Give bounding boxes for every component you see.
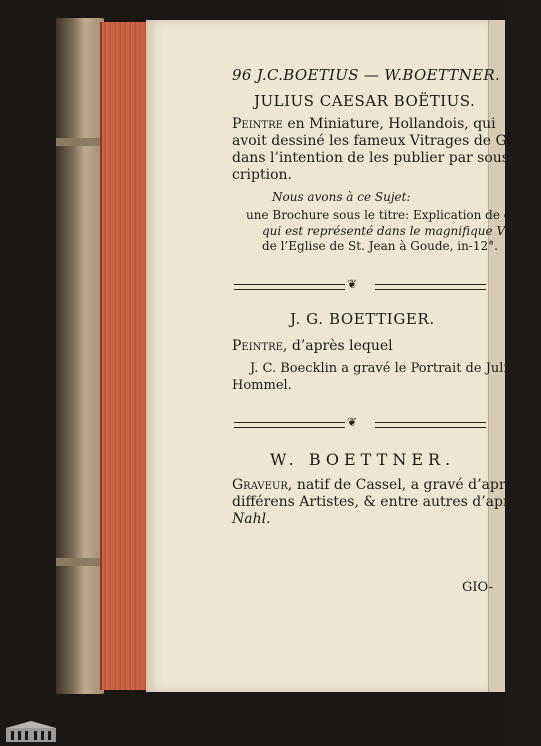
- lead-word: Peintre: [232, 116, 283, 132]
- library-building-icon: [4, 720, 58, 744]
- page-edges: [100, 22, 148, 690]
- entry-line: [232, 477, 521, 494]
- line-text: , natif de Cassel, a gravé d’après: [287, 477, 522, 493]
- citation-line: qui est représenté dans le magnifique Vitrage: [262, 224, 541, 238]
- entry-line: avoit dessiné les fameux Vitrages de Goude: [232, 133, 541, 149]
- entry-title: J. G. BOETTIGER.: [290, 310, 435, 328]
- citation-line: une Brochure sous le titre: Explication de ce,: [246, 208, 522, 222]
- footer-bar: [0, 718, 504, 746]
- cover-band: [56, 558, 104, 566]
- subheading: Nous avons à ce Sujet:: [272, 190, 411, 204]
- line-text: en Miniature, Hollandois, qui: [282, 116, 496, 132]
- running-header: 96 J.C.BOETIUS — W.BOETTNER.: [232, 66, 501, 84]
- citation-line: de l’Eglise de St. Jean à Goude, in-12°.: [262, 239, 498, 253]
- entry-line: différens Artistes, & entre autres d’après: [232, 494, 526, 510]
- entry-line: dans l’intention de les publier par sous-: [232, 150, 514, 166]
- entry-line: Hommel.: [232, 378, 292, 393]
- cover-band: [56, 138, 104, 146]
- lead-word: Graveur: [232, 477, 288, 493]
- entry-line: J. C. Boecklin a gravé le Portrait de Juliana: [250, 361, 532, 376]
- entry-title: W. BOETTNER.: [270, 450, 456, 469]
- entry-line: Nahl.: [232, 511, 271, 527]
- line-text: , d’après lequel: [282, 338, 393, 354]
- book-cover-left: [56, 18, 104, 694]
- ornament-icon: ❦: [345, 281, 375, 291]
- lead-word: Peintre: [232, 338, 283, 354]
- ornament-icon: ❦: [345, 419, 375, 429]
- entry-title: JULIUS CAESAR BOËTIUS.: [254, 92, 476, 110]
- entry-line: [232, 116, 496, 133]
- entry-line: [232, 338, 393, 355]
- entry-line: cription.: [232, 167, 292, 183]
- catchword: GIO-: [462, 580, 494, 595]
